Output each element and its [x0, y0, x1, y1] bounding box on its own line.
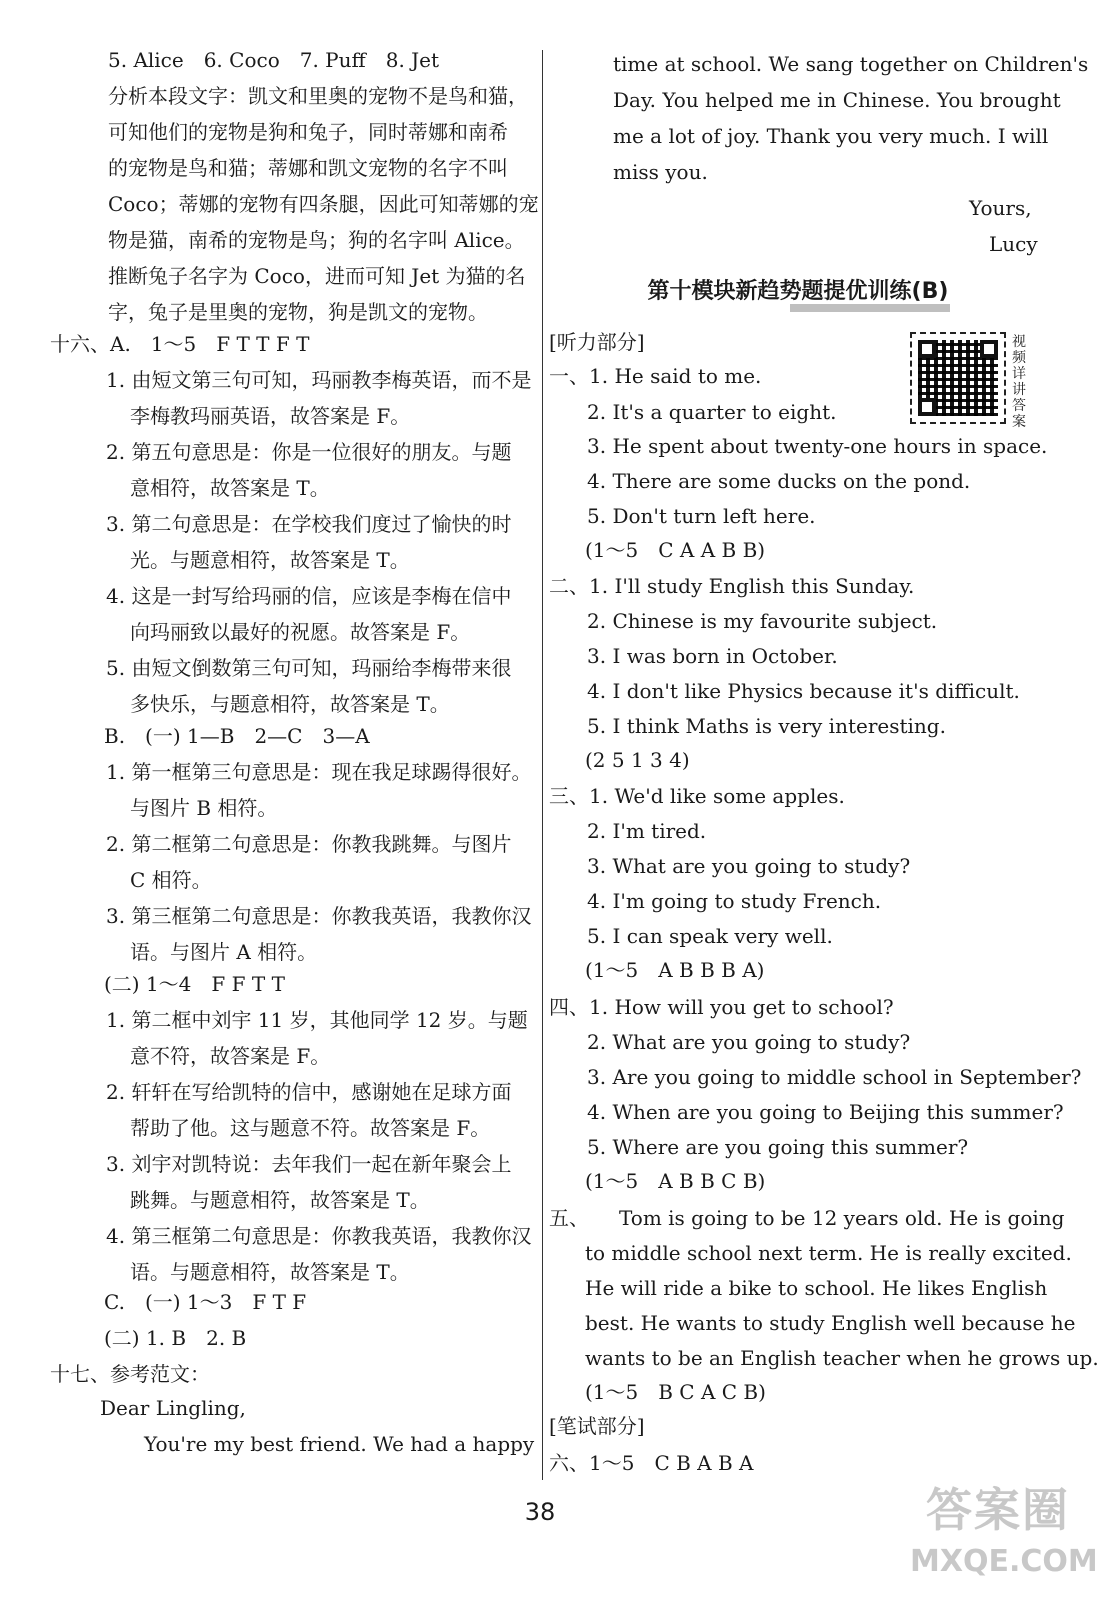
column-divider	[542, 50, 543, 1480]
text-line: 2. What are you going to study?	[587, 1030, 911, 1054]
text-line: (二) 1. B 2. B	[104, 1326, 247, 1350]
text-line: 3. 第二句意思是：在学校我们度过了愉快的时	[106, 512, 512, 536]
text-line: 3. 第三框第二句意思是：你教我英语，我教你汉	[106, 904, 532, 928]
text-line: wants to be an English teacher when he grows up.	[585, 1346, 1099, 1370]
text-line: 字，兔子是里奥的宠物，狗是凯文的宠物。	[108, 300, 488, 324]
text-line: 意相符，故答案是 T。	[130, 476, 330, 500]
letter-body-line: miss you.	[613, 160, 708, 184]
text-line: 跳舞。与题意相符，故答案是 T。	[130, 1188, 430, 1212]
text-line: (2 5 1 3 4)	[585, 748, 690, 772]
qr-finder	[918, 398, 936, 416]
text-line: 3. He spent about twenty-one hours in space.	[587, 434, 1048, 458]
text-line: 与图片 B 相符。	[130, 796, 278, 820]
part-label: [听力部分]	[549, 330, 645, 354]
section-heading: 十六、A. 1～5 F T T F T	[50, 332, 310, 356]
text-line: 语。与图片 A 相符。	[130, 940, 318, 964]
section-title: 第十模块新趋势题提优训练(B)	[647, 279, 949, 304]
text-line: (二) 1～4 F F T T	[104, 972, 285, 996]
text-line: 4. There are some ducks on the pond.	[587, 469, 971, 493]
text-line: 物是猫，南希的宠物是鸟；狗的名字叫 Alice。	[108, 228, 525, 252]
text-line: 3. Are you going to middle school in September?	[587, 1065, 1082, 1089]
text-line: 推断兔子名字为 Coco，进而可知 Jet 为猫的名	[108, 264, 526, 288]
letter-body-line: time at school. We sang together on Children's	[613, 52, 1089, 76]
watermark-line: 答案圈	[926, 1483, 1070, 1537]
text-line: (1～5 A B B B A)	[585, 958, 765, 982]
text-line: 4. When are you going to Beijing this summer?	[587, 1100, 1064, 1124]
section-heading: 十七、参考范文：	[50, 1362, 210, 1386]
letter-signature: Lucy	[989, 232, 1038, 256]
text-line: 5. Don't turn left here.	[587, 504, 816, 528]
text-line: 光。与题意相符，故答案是 T。	[130, 548, 410, 572]
text-line: 5. 由短文倒数第三句可知，玛丽给李梅带来很	[106, 656, 512, 680]
qr-finder	[980, 340, 998, 358]
letter-body-line: me a lot of joy. Thank you very much. I will	[613, 124, 1049, 148]
letter-salutation: Dear Lingling,	[100, 1396, 246, 1420]
text-line: 4. 第三框第二句意思是：你教我英语，我教你汉	[106, 1224, 532, 1248]
text-line: 2. It's a quarter to eight.	[587, 400, 837, 424]
text-line: 帮助了他。这与题意不符。故答案是 F。	[130, 1116, 491, 1140]
part-label: [笔试部分]	[549, 1414, 645, 1438]
text-line: C. (一) 1～3 F T F	[104, 1290, 307, 1314]
text-line: 3. 刘宇对凯特说：去年我们一起在新年聚会上	[106, 1152, 512, 1176]
text-line: 4. 这是一封写给玛丽的信，应该是李梅在信中	[106, 584, 512, 608]
text-line: 的宠物是鸟和猫；蒂娜和凯文宠物的名字不叫	[108, 156, 508, 180]
text-line: 4. I'm going to study French.	[587, 889, 882, 913]
qr-code-icon[interactable]	[910, 332, 1006, 424]
text-line: 1. 第一框第三句意思是：现在我足球踢得很好。	[106, 760, 532, 784]
text-line: 1. 由短文第三句可知，玛丽教李梅英语，而不是	[106, 368, 532, 392]
text-line: 5. Where are you going this summer?	[587, 1135, 969, 1159]
text-line: He will ride a bike to school. He likes English	[585, 1276, 1048, 1300]
text-line: 向玛丽致以最好的祝愿。故答案是 F。	[130, 620, 471, 644]
text-line: (1～5 C A A B B)	[585, 538, 766, 562]
text-line: 5. I think Maths is very interesting.	[587, 714, 946, 738]
text-line: 2. 第二框第二句意思是：你教我跳舞。与图片	[106, 832, 512, 856]
text-line: 李梅教玛丽英语，故答案是 F。	[130, 404, 411, 428]
letter-closing: Yours,	[969, 196, 1032, 220]
text-line: 2. I'm tired.	[587, 819, 707, 843]
text-line: Coco；蒂娜的宠物有四条腿，因此可知蒂娜的宠	[108, 192, 539, 216]
text-line: 1. 第二框中刘宇 11 岁，其他同学 12 岁。与题	[106, 1008, 528, 1032]
text-line: (1～5 A B B C B)	[585, 1169, 766, 1193]
text-line: C 相符。	[130, 868, 212, 892]
text-line: 4. I don't like Physics because it's difficult.	[587, 679, 1020, 703]
text-line: 2. 第五句意思是：你是一位很好的朋友。与题	[106, 440, 512, 464]
watermark-logo	[910, 1478, 1098, 1596]
text-line: 2. Chinese is my favourite subject.	[587, 609, 938, 633]
text-line: 分析本段文字：凯文和里奥的宠物不是鸟和猫，	[108, 84, 528, 108]
text-line: 3. What are you going to study?	[587, 854, 911, 878]
letter-body-line: Day. You helped me in Chinese. You brought	[613, 88, 1061, 112]
text-line: 五、 Tom is going to be 12 years old. He is going	[549, 1206, 1065, 1230]
text-line: 四、1. How will you get to school?	[549, 995, 894, 1019]
qr-label: 视频详讲答案	[1012, 334, 1026, 430]
text-line: B. (一) 1—B 2—C 3—A	[104, 724, 370, 748]
text-line: 多快乐，与题意相符，故答案是 T。	[130, 692, 450, 716]
qr-finder	[918, 340, 936, 358]
letter-body-line: You're my best friend. We had a happy	[144, 1432, 535, 1456]
text-line: 一、1. He said to me.	[549, 364, 762, 388]
text-line: to middle school next term. He is really excited.	[585, 1241, 1072, 1265]
text-line: best. He wants to study English well because he	[585, 1311, 1076, 1335]
text-line: 意不符，故答案是 F。	[130, 1044, 331, 1068]
text-line: 3. I was born in October.	[587, 644, 838, 668]
text-line: 三、1. We'd like some apples.	[549, 784, 845, 808]
text-line: 六、1～5 C B A B A	[549, 1451, 754, 1475]
page-number: 38	[524, 1498, 556, 1526]
text-line: 5. Alice 6. Coco 7. Puff 8. Jet	[108, 48, 440, 72]
text-line: 语。与题意相符，故答案是 T。	[130, 1260, 410, 1284]
text-line: 二、1. I'll study English this Sunday.	[549, 574, 915, 598]
text-line: (1～5 B C A C B)	[585, 1380, 766, 1404]
watermark-line: MXQE.COM	[910, 1544, 1098, 1579]
text-line: 5. I can speak very well.	[587, 924, 833, 948]
text-line: 可知他们的宠物是狗和兔子，同时蒂娜和南希	[108, 120, 508, 144]
text-line: 2. 轩轩在写给凯特的信中，感谢她在足球方面	[106, 1080, 512, 1104]
